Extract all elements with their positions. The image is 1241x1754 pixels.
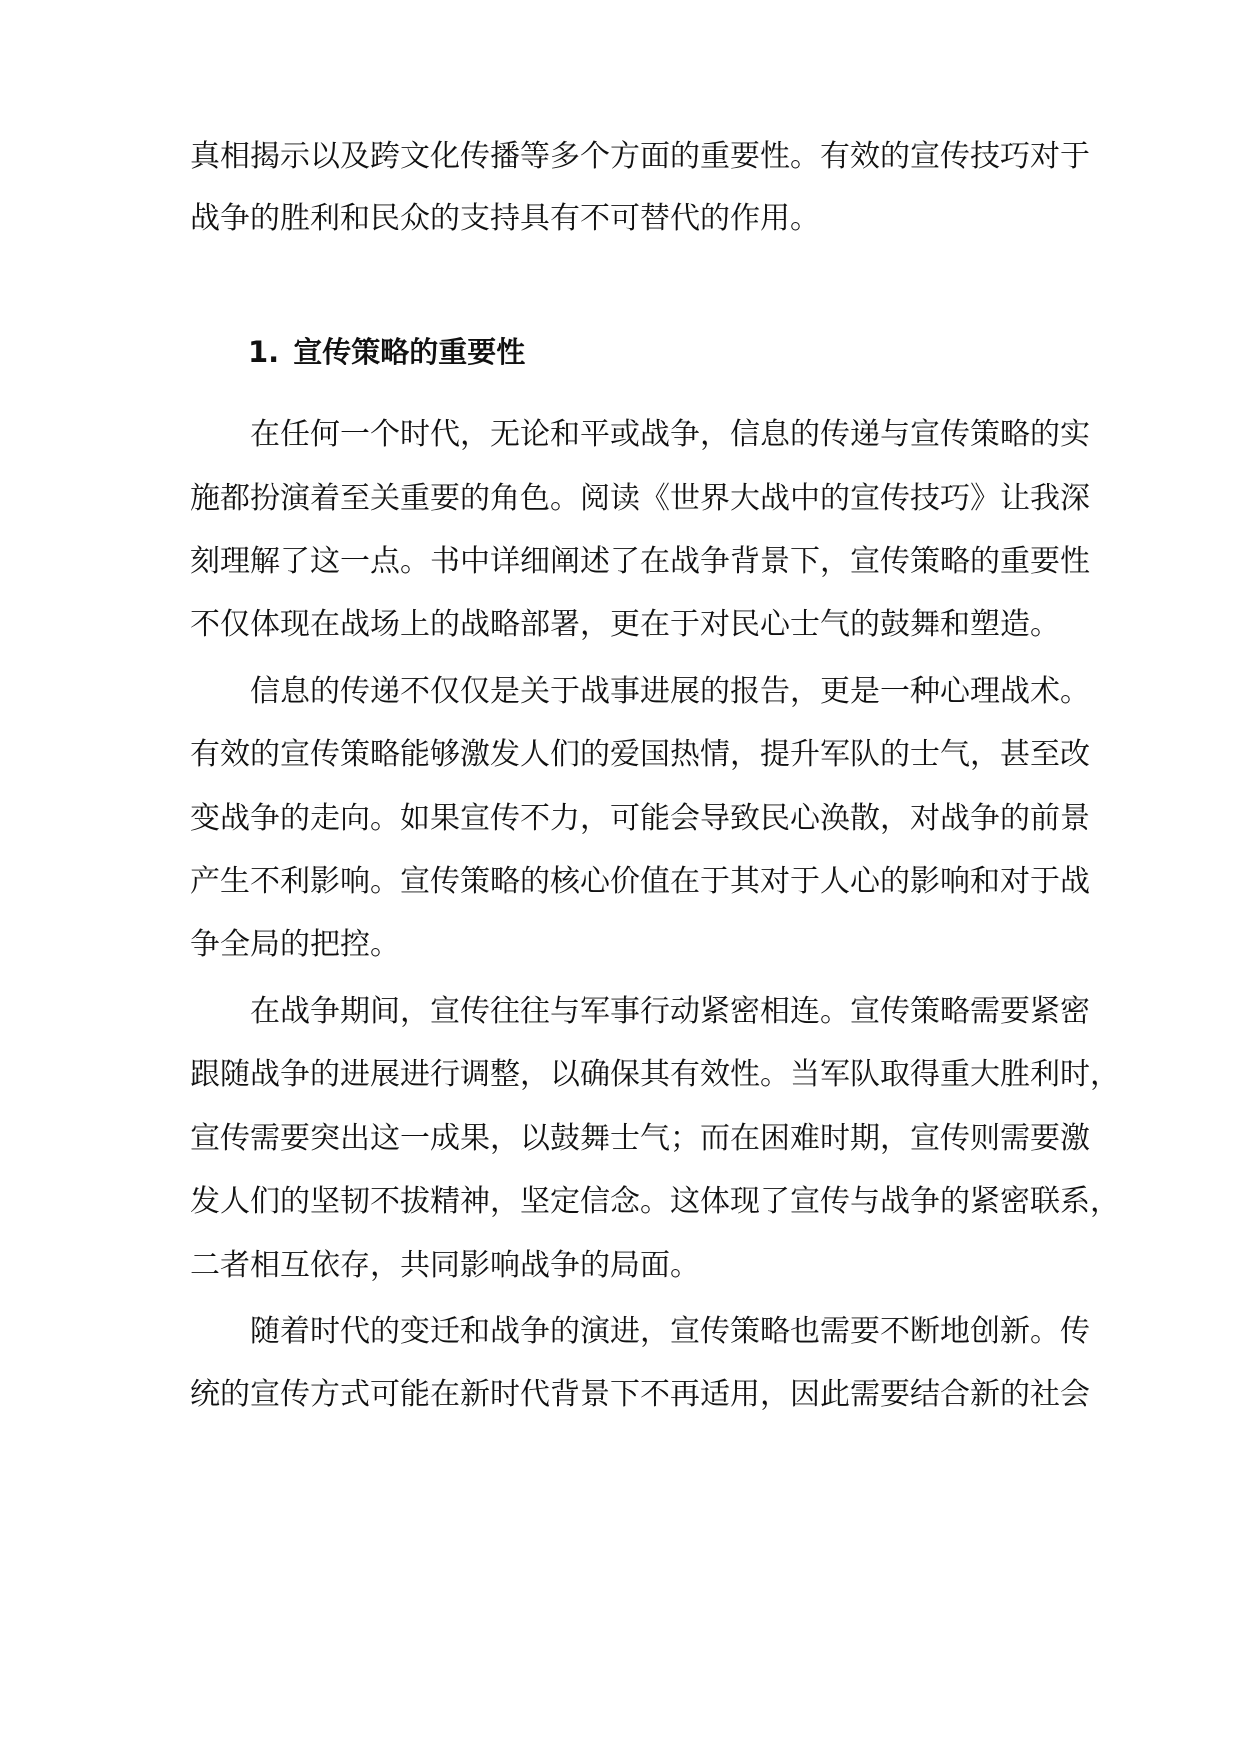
paragraph-line: 信息的传递不仅仅是关于战事进展的报告，更是一种心理战术。 [250,674,1090,709]
paragraph-line: 发人们的坚韧不拔精神，坚定信念。这体现了宣传与战争的紧密联系， [190,1184,1120,1219]
paragraph-line: 在战争期间，宣传往往与军事行动紧密相连。宣传策略需要紧密 [250,994,1090,1029]
intro-line: 战争的胜利和民众的支持具有不可替代的作用。 [190,201,820,236]
paragraph-line: 在任何一个时代，无论和平或战争，信息的传递与宣传策略的实 [250,417,1090,452]
paragraph-line: 争全局的把控。 [190,927,400,962]
paragraph-line: 不仅体现在战场上的战略部署，更在于对民心士气的鼓舞和塑造。 [190,607,1060,642]
paragraph-line: 宣传需要突出这一成果，以鼓舞士气；而在困难时期，宣传则需要激 [190,1121,1090,1156]
paragraph-line: 跟随战争的进展进行调整，以确保其有效性。当军队取得重大胜利时， [190,1057,1120,1092]
section-title: 宣传策略的重要性 [293,335,526,369]
section-heading [248,327,525,377]
section-number: 1. [248,335,280,369]
paragraph-line: 变战争的走向。如果宣传不力，可能会导致民心涣散，对战争的前景 [190,801,1090,836]
paragraph-line: 统的宣传方式可能在新时代背景下不再适用，因此需要结合新的社会 [190,1377,1090,1412]
paragraph-line: 刻理解了这一点。书中详细阐述了在战争背景下，宣传策略的重要性 [190,544,1090,579]
paragraph-line: 施都扮演着至关重要的角色。阅读《世界大战中的宣传技巧》让我深 [190,481,1090,516]
paragraph-line: 二者相互依存，共同影响战争的局面。 [190,1248,700,1283]
intro-line: 真相揭示以及跨文化传播等多个方面的重要性。有效的宣传技巧对于 [190,139,1090,174]
paragraph-line: 随着时代的变迁和战争的演进，宣传策略也需要不断地创新。传 [250,1314,1090,1349]
paragraph-line: 有效的宣传策略能够激发人们的爱国热情，提升军队的士气，甚至改 [190,737,1090,772]
paragraph-line: 产生不利影响。宣传策略的核心价值在于其对于人心的影响和对于战 [190,864,1090,899]
